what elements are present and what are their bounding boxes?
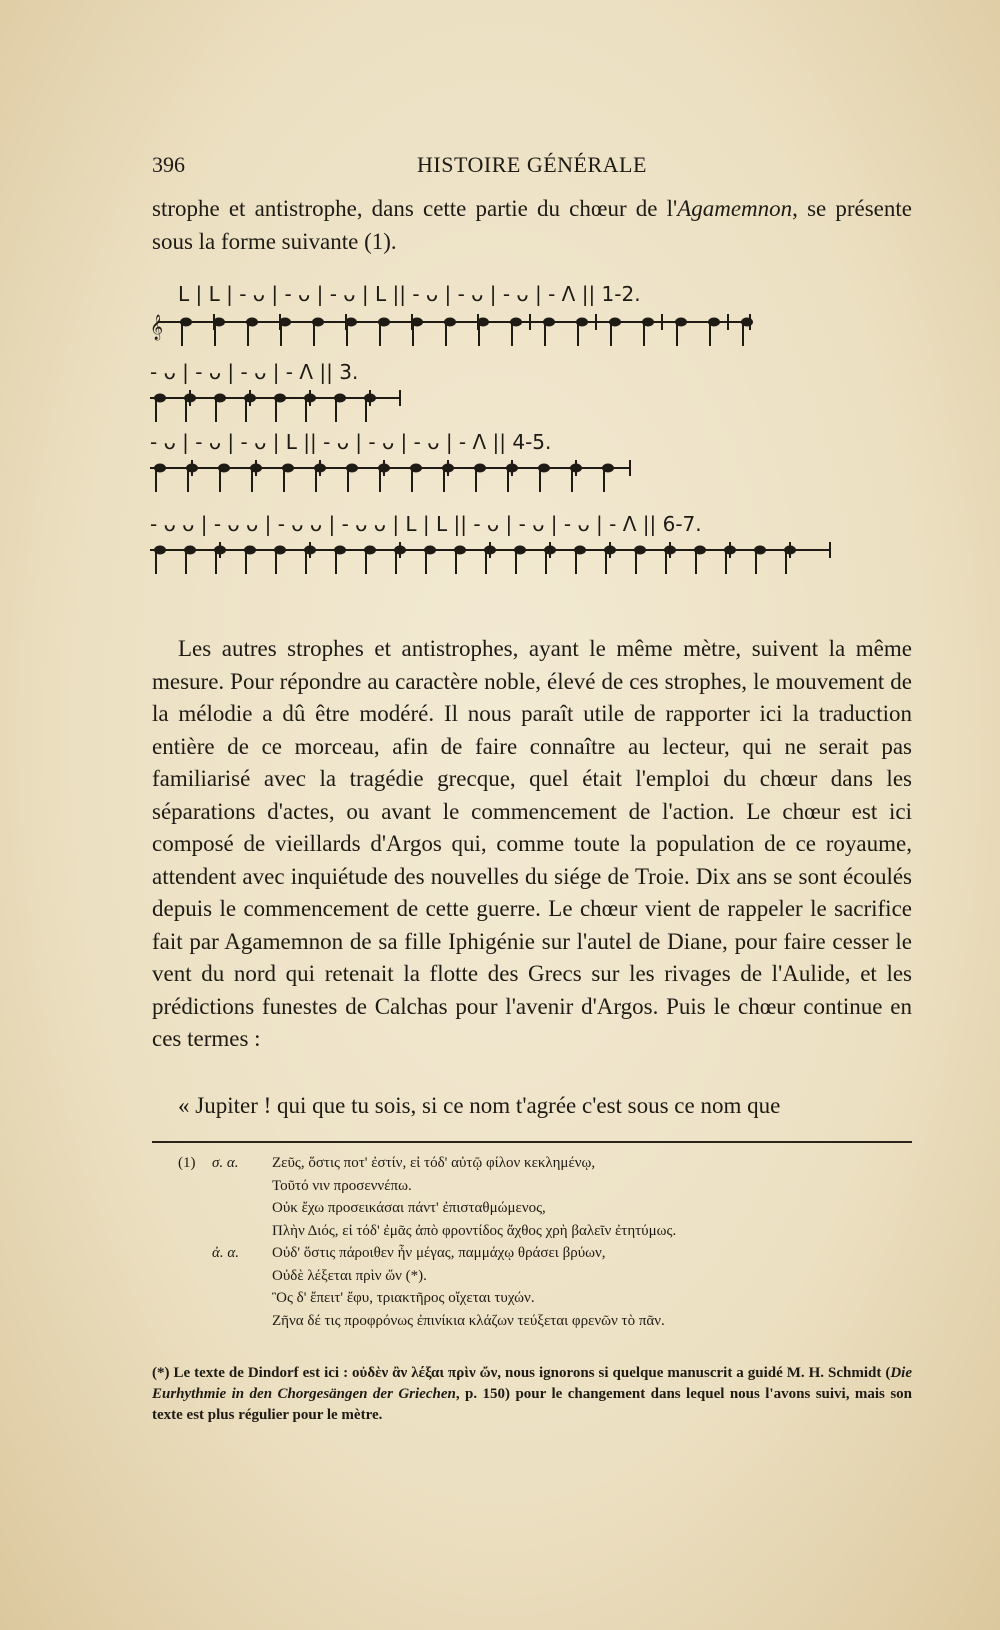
play-title: Agamemnon — [677, 196, 793, 221]
intro-text-after: , se présente sous la forme suivante (1). — [152, 196, 912, 254]
running-title: HISTOIRE GÉNÉRALE — [417, 152, 647, 177]
editorial-note — [152, 1363, 912, 1426]
footnote-line — [152, 1287, 912, 1310]
page-number: 396 — [152, 152, 185, 177]
note-row-2 — [150, 388, 910, 428]
greek-line: Οὐδὲ λέξεται πρὶν ὤν (*). — [272, 1267, 427, 1284]
note-row-3 — [150, 458, 910, 498]
greek-line: Ζῆνα δέ τις προφρόνως ἐπινίκια κλάζων τεύξεται φρενῶν τὸ πᾶν. — [272, 1312, 665, 1329]
intro-text-before: strophe et antistrophe, dans cette partie du chœur de l' — [152, 196, 678, 221]
greek-line: Τοῦτό νιν προσεννέπω. — [272, 1177, 412, 1194]
antistrophe-mark: ἀ. α. — [212, 1245, 239, 1261]
page-header — [152, 152, 912, 184]
translation-quote: « Jupiter ! qui que tu sois, si ce nom t'agrée c'est sous ce nom que — [178, 1093, 781, 1118]
greek-line: Οὐδ' ὅστις πάροιθεν ἦν μέγας, παμμάχῳ θράσει βρύων, — [272, 1245, 606, 1261]
note-text-2: , p. 150) pour le changement dans lequel nous l'avons suivi, mais son texte est plus régulier pour le mètre. — [152, 1386, 913, 1423]
footnote-number: (1) — [178, 1155, 196, 1171]
footnote-line — [152, 1310, 912, 1333]
greek-line: Ζεῦς, ὅστις ποτ' ἐστίν, εἰ τόδ' αὐτῷ φίλον κεκλημένῳ, — [272, 1155, 596, 1171]
footnote-line — [152, 1242, 912, 1265]
meter-line-4: - ᴗ ᴗ | - ᴗ ᴗ | - ᴗ ᴗ | - ᴗ ᴗ | L | L || - ᴗ | - ᴗ | - ᴗ | - Λ || 6-7. — [150, 512, 702, 536]
footnote-line — [152, 1152, 912, 1175]
intro-paragraph — [152, 192, 912, 258]
greek-line: Οὐκ ἔχω προσεικάσαι πάντ' ἐπισταθμώμενος, — [272, 1200, 546, 1216]
body-paragraph — [152, 633, 912, 1056]
rhythm-notation — [150, 282, 920, 612]
footnote-line — [152, 1175, 912, 1198]
greek-line: Ὃς δ' ἔπειτ' ἔφυ, τριακτῆρος οἴχεται τυχών. — [272, 1290, 535, 1306]
meter-line-1: L | L | - ᴗ | - ᴗ | - ᴗ | L || - ᴗ | - ᴗ | - ᴗ | - Λ || 1-2. — [178, 282, 641, 306]
note-text-1: (*) Le texte de Dindorf est ici : οὐδὲν ἂν λέξαι πρὶν ὤν, nous ignorons si quelque manuscrit a guidé M. H. Schmidt ( — [152, 1365, 891, 1381]
footnote-greek — [152, 1152, 912, 1332]
footnote-line — [152, 1265, 912, 1288]
body-text: Les autres strophes et antistrophes, ayant le même mètre, suivent la même mesure. Pour répondre au caractère noble, élevé de ces strophes, le mouvement de la mélodie a dû être modéré. Il nous paraît utile de rapporter ici la traduction entière de ce morceau, afin de faire connaître au lecteur, qui ne serait pas familiarisé avec la tragédie grecque, quel était l'emploi du chœur dans les séparations d'actes, ou avant le commencement de l'action. Le chœur est ici composé de vieillards d'Argos qui, comme toute la population de ce royaume, attendent avec inquiétude des nouvelles du siége de Troie. Dix ans se sont écoulés depuis le commencement de cette guerre. Le chœur vient de rappeler le sacrifice fait par Agamemnon de sa fille Iphigénie sur l'autel de Diane, pour faire cesser le vent du nord qui retenait la flotte des Grecs sur les rivages de l'Aulide, et les prédictions funestes de Calchas pour l'avenir d'Argos. Puis le chœur continue en ces termes : — [152, 636, 912, 1051]
footnote-rule — [152, 1141, 912, 1143]
note-row-4 — [150, 540, 910, 584]
footnote-line — [152, 1220, 912, 1243]
note-row-1 — [150, 312, 910, 352]
note-citation: Die Eurhythmie in den Chorgesängen der Griechen — [152, 1365, 912, 1402]
footnote-line — [152, 1197, 912, 1220]
greek-line: Πλὴν Διός, εἰ τόδ' ἐμᾶς ἀπὸ φροντίδος ἄχθος χρὴ βαλεῖν ἐτητύμως. — [272, 1222, 677, 1239]
strophe-mark: σ. α. — [212, 1155, 239, 1171]
meter-line-3: - ᴗ | - ᴗ | - ᴗ | L || - ᴗ | - ᴗ | - ᴗ | - Λ || 4-5. — [150, 430, 552, 454]
meter-line-2: - ᴗ | - ᴗ | - ᴗ | - Λ || 3. — [150, 360, 359, 384]
svg-text:𝄞: 𝄞 — [150, 315, 164, 340]
